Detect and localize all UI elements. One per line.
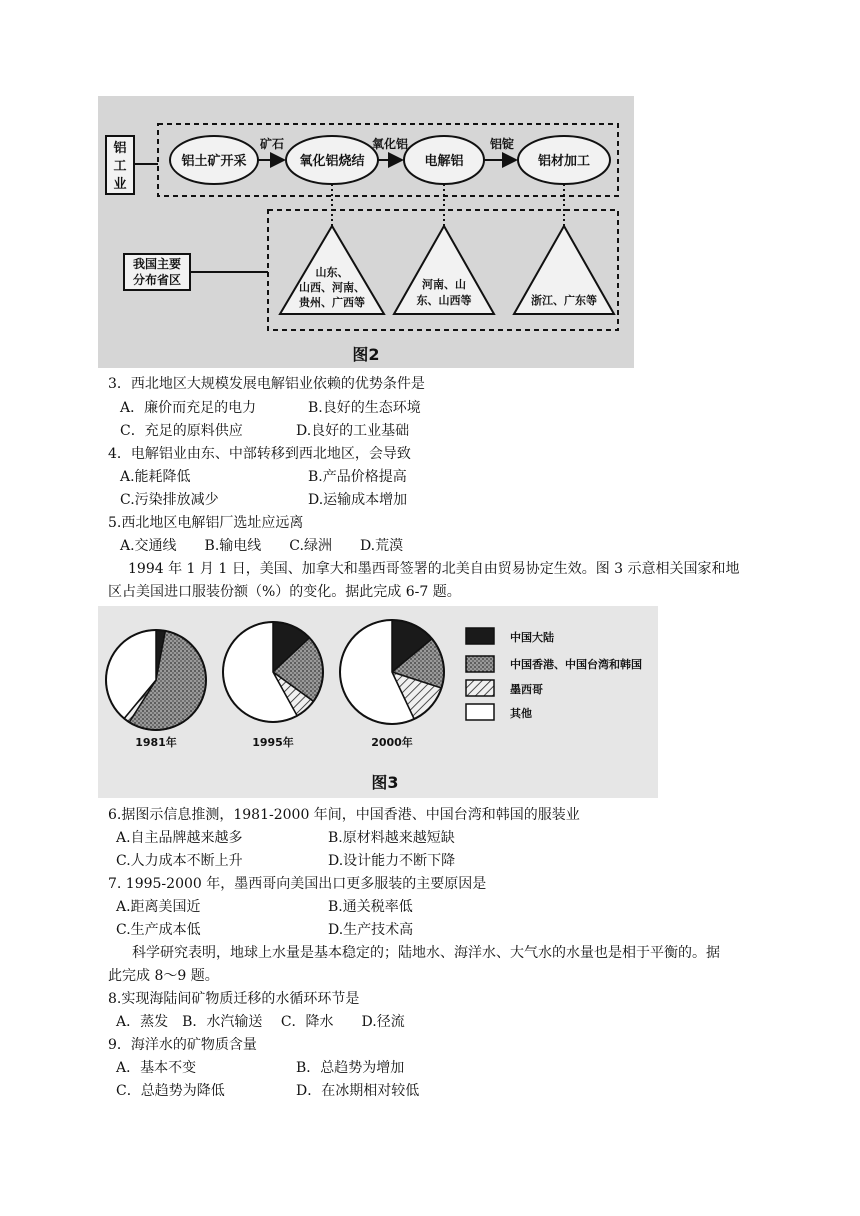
legend-label-hk-tw-kr: 中国香港、中国台湾和韩国 [510, 658, 642, 671]
q3-option-a: A．廉价而充足的电力 [120, 400, 257, 416]
q9-stem: 9．海洋水的矿物质含量 [108, 1037, 257, 1053]
q8-options: A．蒸发 B．水汽输送 C．降水 D.径流 [116, 1014, 405, 1030]
legend-label-mexico: 墨西哥 [510, 683, 543, 696]
q5-stem: 5.西北地区电解铝厂选址应远离 [108, 515, 304, 531]
figure-2 [98, 96, 634, 368]
q3-option-b: B.良好的生态环境 [308, 400, 421, 416]
legend-label-mainland: 中国大陆 [510, 631, 554, 644]
legend-swatch-mexico [466, 680, 494, 696]
intro-6-7-line-2: 区占美国进口服装份额（%）的变化。据此完成 6-7 题。 [108, 584, 461, 600]
figure-2-caption: 图2 [352, 345, 380, 364]
q3-stem: 3．西北地区大规模发展电解铝业依赖的优势条件是 [108, 376, 425, 392]
legend-swatch-mainland [466, 628, 494, 644]
intro-8-9-line-1: 科学研究表明，地球上水量是基本稳定的；陆地水、海洋水、大气水的水量也是相于平衡的。据 [132, 945, 720, 961]
q4-option-c: C.污染排放减少 [120, 492, 219, 508]
region-2-line-2: 东、山西等 [416, 294, 472, 307]
year-label-2000: 2000年 [371, 736, 413, 749]
q9-option-d: D．在冰期相对较低 [296, 1083, 420, 1099]
stage-label-3: 电解铝 [424, 154, 464, 169]
q4-option-a: A.能耗降低 [120, 469, 191, 485]
legend-label-other: 其他 [510, 707, 532, 720]
year-label-1995: 1995年 [252, 736, 294, 749]
stage-label-2: 氧化铝烧结 [299, 154, 365, 169]
region-1-line-2: 山西、河南、 [299, 281, 365, 294]
intro-6-7-line-1: 1994 年 1 月 1 日，美国、加拿大和墨西哥签署的北美自由贸易协定生效。图 3 示意相关国家和地 [128, 561, 740, 577]
figure-3-caption: 图3 [371, 773, 399, 792]
aluminum-industry-diagram [98, 96, 634, 368]
industry-label-char-1: 铝 [113, 141, 127, 156]
q6-option-a: A.自主品牌越来越多 [116, 830, 243, 846]
q7-option-a: A.距离美国近 [116, 899, 201, 915]
q4-option-d: D.运输成本增加 [308, 492, 408, 508]
q9-option-a: A．基本不变 [116, 1060, 197, 1076]
stage-label-1: 铝土矿开采 [181, 154, 247, 169]
stage-label-4: 铝材加工 [537, 154, 591, 169]
industry-label-char-2: 工 [113, 159, 127, 174]
q8-stem: 8.实现海陆间矿物质迁移的水循环环节是 [108, 991, 360, 1007]
arrow-label-1: 矿石 [259, 137, 285, 151]
q6-stem: 6.据图示信息推测，1981-2000 年间，中国香港、中国台湾和韩国的服装业 [108, 807, 580, 823]
year-label-1981: 1981年 [135, 736, 177, 749]
arrow-label-3: 铝锭 [489, 137, 515, 151]
q3-option-d: D.良好的工业基础 [296, 423, 410, 439]
intro-8-9-line-2: 此完成 8～9 题。 [108, 968, 219, 984]
region-3-line-1: 浙江、广东等 [531, 294, 597, 307]
q6-option-c: C.人力成本不断上升 [116, 853, 243, 869]
q6-option-b: B.原材料越来越短缺 [328, 830, 455, 846]
q5-options: A.交通线 B.输电线 C.绿洲 D.荒漠 [120, 538, 404, 554]
figure-3 [98, 606, 658, 798]
q4-stem: 4．电解铝业由东、中部转移到西北地区，会导致 [108, 446, 411, 462]
q7-option-c: C.生产成本低 [116, 922, 201, 938]
q7-option-d: D.生产技术高 [328, 922, 414, 938]
q7-option-b: B.通关税率低 [328, 899, 413, 915]
arrow-label-2: 氧化铝 [371, 137, 409, 151]
region-1-line-3: 贵州、广西等 [299, 296, 365, 309]
q3-option-c: C．充足的原料供应 [120, 423, 243, 439]
industry-label-char-3: 业 [113, 177, 127, 192]
q9-option-b: B．总趋势为增加 [296, 1060, 405, 1076]
legend-swatch-other [466, 704, 494, 720]
region-2-line-1: 河南、山 [422, 278, 466, 291]
q9-option-c: C．总趋势为降低 [116, 1083, 225, 1099]
region-label-line-2: 分布省区 [132, 273, 182, 287]
region-1-line-1: 山东、 [315, 266, 349, 279]
q4-option-b: B.产品价格提高 [308, 469, 407, 485]
legend-swatch-hk-tw-kr [466, 656, 494, 672]
region-label-line-1: 我国主要 [132, 257, 182, 271]
q6-option-d: D.设计能力不断下降 [328, 853, 456, 869]
import-share-pie-charts [98, 606, 658, 798]
q7-stem: 7. 1995-2000 年，墨西哥向美国出口更多服装的主要原因是 [108, 876, 487, 892]
